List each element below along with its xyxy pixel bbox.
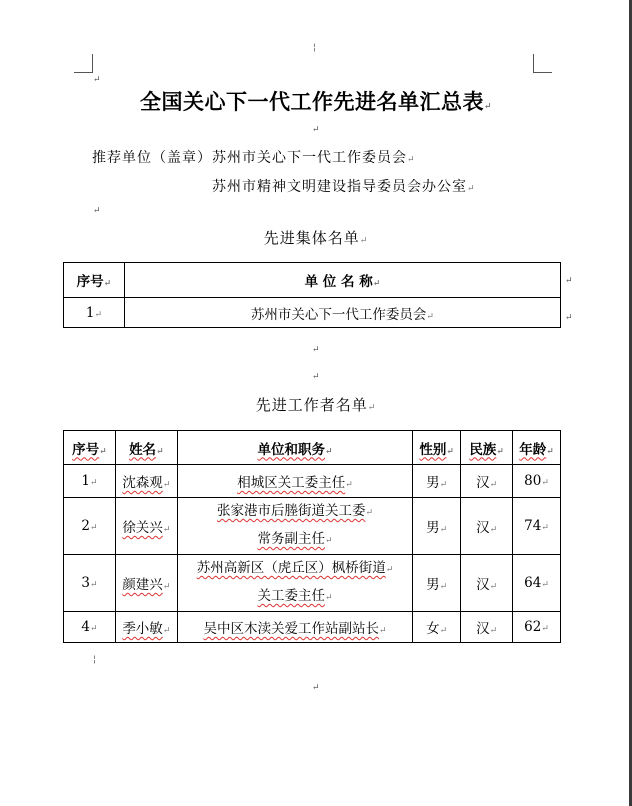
cell-no: 1↵ xyxy=(64,465,116,498)
cell-ethnic: 汉↵ xyxy=(461,612,513,643)
crop-mark-top-left xyxy=(74,54,93,73)
header-name: 姓名↵ xyxy=(115,431,177,465)
cell-no: 1↵ xyxy=(64,298,125,328)
table-row xyxy=(64,612,561,643)
paragraph-mark: ↵ xyxy=(312,125,320,135)
cell-no: 3↵ xyxy=(64,555,116,612)
cell-name: 沈森观↵ xyxy=(115,465,177,498)
cell-unit-name: 苏州市关心下一代工作委员会↵ xyxy=(124,298,560,328)
cell-gender: 男↵ xyxy=(413,555,461,612)
cell-ethnic: 汉↵ xyxy=(461,465,513,498)
cell-name: 颜建兴↵ xyxy=(115,555,177,612)
row-end-mark: ↵ xyxy=(565,313,573,323)
paragraph-mark: ↵ xyxy=(312,345,320,355)
table-row xyxy=(64,298,561,328)
cell-gender: 男↵ xyxy=(413,465,461,498)
header-no: 序号↵ xyxy=(64,431,116,465)
paragraph-mark: ↵ xyxy=(312,372,320,382)
cell-post: 吴中区木渎关爱工作站副站长↵ xyxy=(177,612,412,643)
cell-no: 4↵ xyxy=(64,612,116,643)
table-row xyxy=(64,498,561,555)
header-no: 序号↵ xyxy=(64,263,125,298)
table-header-row xyxy=(64,431,561,465)
crop-mark-top-right xyxy=(533,54,552,73)
row-end-mark: ↵ xyxy=(565,276,573,286)
table-row xyxy=(64,465,561,498)
paragraph-mark: ↵ xyxy=(93,75,101,85)
cell-ethnic: 汉↵ xyxy=(461,555,513,612)
recommend-unit-line-2: 苏州市精神文明建设指导委员会办公室↵ xyxy=(212,179,476,195)
header-unit-name: 单 位 名 称↵ xyxy=(124,263,560,298)
document-title: 全国关心下一代工作先进名单汇总表↵ xyxy=(139,89,493,114)
paragraph-mark: ↵ xyxy=(312,683,320,693)
cell-post: 张家港市后塍街道关工委↵ 常务副主任↵ xyxy=(177,498,412,555)
cell-age: 74↵ xyxy=(513,498,561,555)
paragraph-mark: ↵ xyxy=(93,206,101,216)
cell-name: 季小敏↵ xyxy=(115,612,177,643)
cell-no: 2↵ xyxy=(64,498,116,555)
table-row xyxy=(64,555,561,612)
cell-post: 苏州高新区（虎丘区）枫桥街道↵ 关工委主任↵ xyxy=(177,555,412,612)
paragraph-mark: ¦ xyxy=(93,655,97,665)
table-header-row xyxy=(64,263,561,298)
header-gender: 性别↵ xyxy=(413,431,461,465)
workers-heading: 先进工作者名单↵ xyxy=(255,396,377,414)
cell-age: 62↵ xyxy=(513,612,561,643)
cell-gender: 女↵ xyxy=(413,612,461,643)
cell-post: 相城区关工委主任↵ xyxy=(177,465,412,498)
collective-table xyxy=(63,262,561,328)
collective-heading: 先进集体名单↵ xyxy=(263,229,369,247)
recommend-unit-line-1: 推荐单位（盖章）苏州市关心下一代工作委员会↵ xyxy=(92,150,416,166)
cell-gender: 男↵ xyxy=(413,498,461,555)
paragraph-mark: ¦ xyxy=(313,43,317,53)
cell-name: 徐关兴↵ xyxy=(115,498,177,555)
header-age: 年龄↵ xyxy=(513,431,561,465)
cell-age: 80↵ xyxy=(513,465,561,498)
workers-table xyxy=(63,430,561,643)
cell-ethnic: 汉↵ xyxy=(461,498,513,555)
header-post: 单位和职务↵ xyxy=(177,431,412,465)
cell-age: 64↵ xyxy=(513,555,561,612)
header-ethnic: 民族↵ xyxy=(461,431,513,465)
